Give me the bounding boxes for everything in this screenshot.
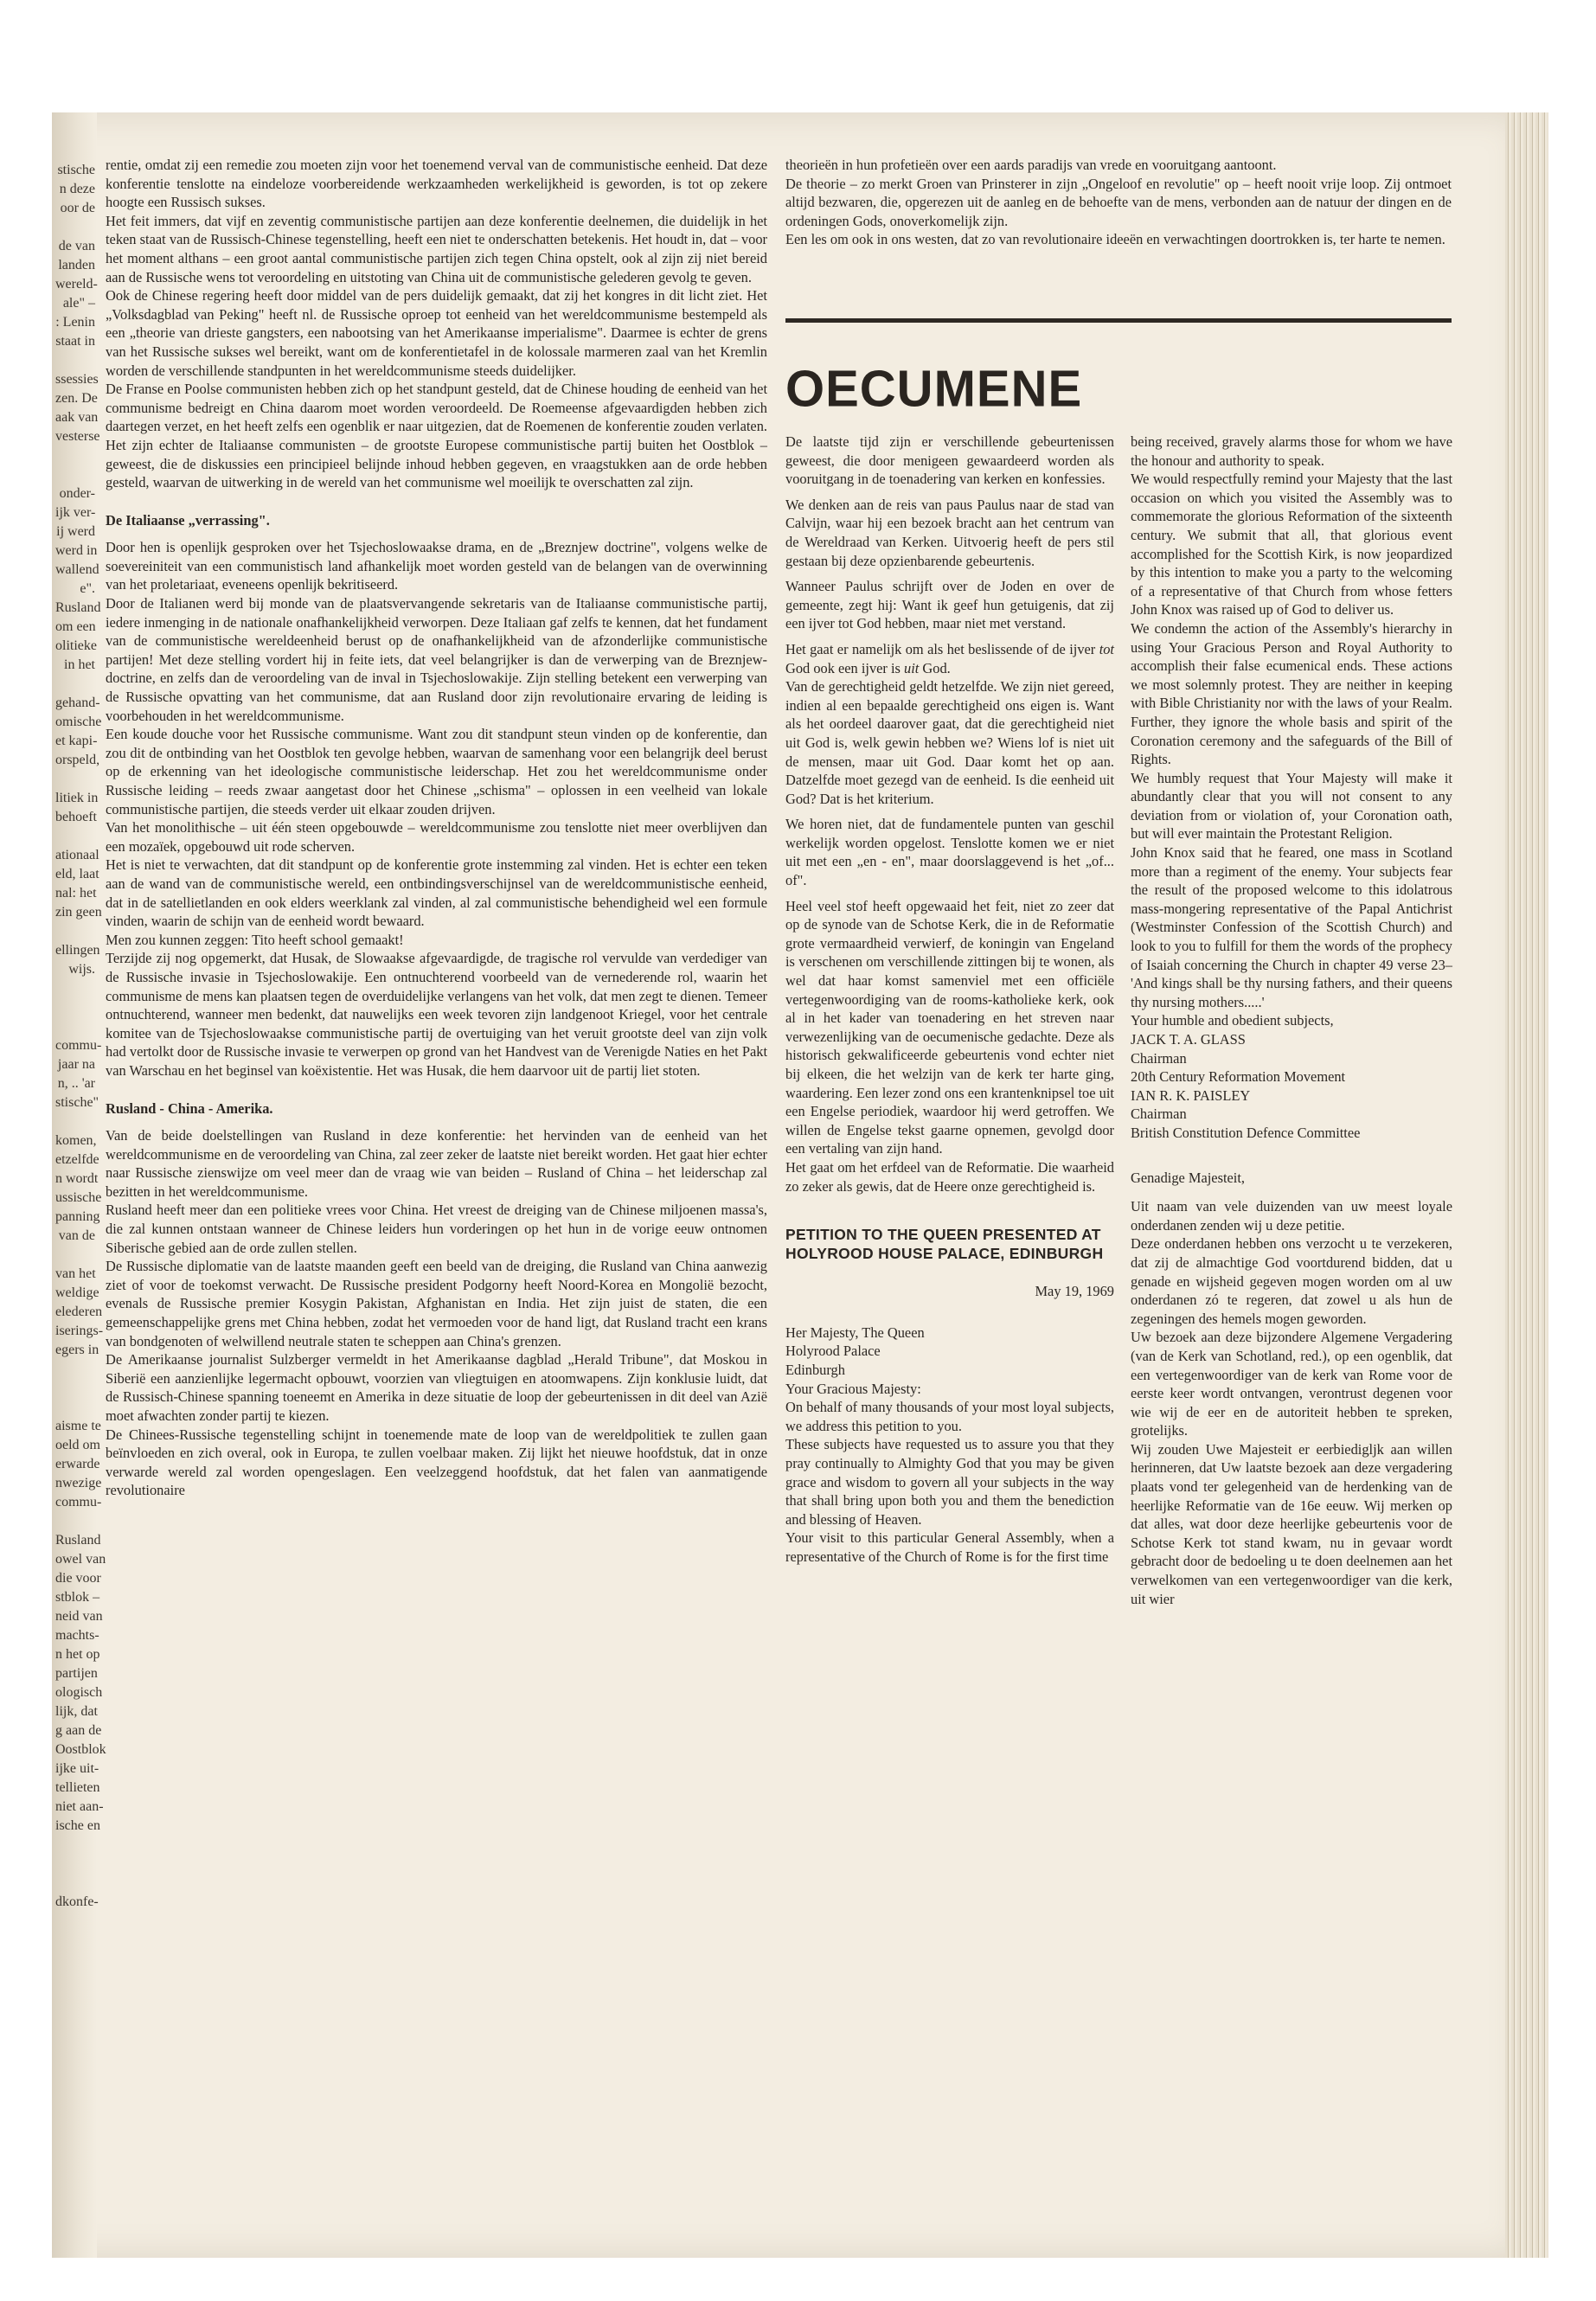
page-edges — [1505, 112, 1548, 2258]
paragraph: Terzijde zij nog opgemerkt, dat Husak, de Slowaakse afgevaardigde, de tragische rol vervulde van verdediger van de Russische invasie in Tsjechoslowakije. Een ontnuchterend voorbeeld van de vernederende rol, waarin het communisme de mens kan plaatsen tegen de overduidelijke verlangens van het volk, dat men zegt te dienen. Temeer ontnuchterend, wanneer men bedenkt, dat nauwelijks een week tevoren zijn landgenoot Kriegel, voor het centrale komitee van de Tsjechoslowaakse communistische partij de overtuiging van het veruit grootste deel van zijn volk had vertolkt door de Russische invasie te verwerpen op grond van het Handvest van de Verenigde Naties en het Pakt van Warschau en het beginsel van koëxistentie. Het was Husak, die hem daarvoor uit de partij liet stoten. — [106, 950, 767, 1079]
previous-page-line-fragment: ij werd — [56, 524, 95, 539]
previous-page-line-fragment: van de — [58, 1228, 95, 1243]
address-line: Holyrood Palace — [785, 1343, 881, 1360]
paragraph: rentie, omdat zij een remedie zou moeten zijn voor het toenemend verval van de communistische eenheid. Dat deze konferentie tenslotte na eindeloze voorbereidende werkzaamheden werkelijkheid is geworden, is tot op zekere hoogte een Russisch sukses. — [106, 157, 767, 211]
previous-page-line-fragment: ussische — [55, 1190, 102, 1205]
previous-page-line-fragment: behoeft — [55, 810, 97, 824]
previous-page-line-fragment: neid van — [55, 1609, 103, 1624]
previous-page-line-fragment — [55, 465, 95, 484]
previous-page-line-fragment: wereld- — [55, 277, 98, 292]
italy-paragraphs — [106, 538, 767, 1080]
oecumene-column-1 — [785, 433, 1114, 1566]
paragraph: Deze onderdanen hebben ons verzocht u te verzekeren, dat zij de almachtige God voortdurend bidden, dat u genade en wijsheid gegeven mogen worden om al uw onderdanen zó te regeren, dat zowel u als hun de zegeningen des hemels mogen geworden. — [1131, 1235, 1452, 1327]
dutch-salutation: Genadige Majesteit, — [1131, 1169, 1245, 1186]
section-title: OECUMENE — [785, 360, 1083, 418]
previous-page-line-fragment: tellieten — [55, 1780, 100, 1795]
previous-page-line-fragment — [55, 1855, 95, 1874]
signature-org: British Constitution Defence Committee — [1131, 1124, 1361, 1141]
paragraph: Ook de Chinese regering heeft door middel van de pers duidelijk gemaakt, dat zij het kongres in dit licht ziet. Het „Volksdagblad van Peking" heeft nl. de Russische oproep tot eenheid van het wereldcommunisme bestempeld als een „theorie van drieste gangsters, een nabootsing van het Amerikaanse imperialisme". Daarmee is echter de grens van het Russische sukses wel bereikt, want om de konferentietafel in de kolossale marmeren zaal van het Kremlin worden de verschillende standpunten in het wereldcommunisme steeds duidelijker. — [106, 287, 767, 379]
paragraph: Wij zouden Uwe Majesteit er eerbiedigljk aan willen herinneren, dat Uw laatste bezoek aan deze vergadering plaats vond ter gelegenheid van de herdenking van de heerlijke Reformatie van de 16e eeuw. Wij merken op dat alles, wat door deze heerlijke gebeurtenis voor de Schotse Kerk tot stand kwam, nu in gevaar wordt gebracht door de bedoeling u te doen deelnemen aan het verwelkomen van een vertegenwoordiger van die kerk, uit wier — [1131, 1440, 1452, 1607]
previous-page-line-fragment: ologisch — [55, 1685, 103, 1700]
paragraph: De theorie – zo merkt Groen van Prinsterer in zijn „Ongeloof en revolutie" op – heeft nooit vrije loop. Zij ontmoet altijd bezwaren, die, opgerezen uit de aanleg en de behoefte van de mens, verbonden aan de natuur der dingen en de ordeningen Gods, onoverkomelijk zijn. — [785, 175, 1452, 229]
text-run: God. — [919, 659, 951, 676]
continuation-paragraphs — [785, 156, 1452, 249]
previous-page-line-fragment: ijke uit- — [55, 1761, 99, 1776]
previous-page-line-fragment: wallend — [55, 562, 99, 577]
previous-page-line-fragment — [55, 1512, 95, 1531]
previous-page-line-fragment: commu- — [55, 1495, 102, 1509]
signature-line: Your humble and obedient subjects, — [1131, 1012, 1334, 1029]
russia-paragraphs — [106, 1126, 767, 1500]
previous-page-line-fragment: e". — [80, 581, 95, 596]
paragraph: Uw bezoek aan deze bijzondere Algemene Vergadering (van de Kerk van Schotland, red.), op een ogenblik, dat een vertegenwoordiger van de kerk van Rome voor de eerste keer wordt ontvangen, verontrust degenen voor wie wij de eer en de autoriteit hebben te spreken, grotelijks. — [1131, 1329, 1452, 1439]
subhead-italian-surprise: De Italiaanse „verrassing". — [106, 511, 270, 529]
previous-page-line-fragment: etzelfde — [55, 1152, 99, 1167]
previous-page-line-fragment: aisme te — [55, 1419, 101, 1433]
previous-page-line-fragment: jaar na — [57, 1057, 95, 1072]
previous-page-line-fragment: partijen — [55, 1666, 98, 1681]
previous-page-line-fragment — [55, 351, 95, 370]
previous-page-line-fragment: in het — [64, 657, 95, 672]
paragraph: Door de Italianen werd bij monde van de plaatsvervangende sekretaris van de Italiaanse communistische partij, iedere inmenging in de nationale onafhankelijkheid verworpen. Deze Italiaan gaf zelfs te kennen, dat het fundament van de communistische wereldeenheid berust op de onafhankelijkheid van de afzonderlijke communistische partijen! Met deze stelling vordert hij in feite iets, dat veel belangrijker is dan de verwerping van de Breznjew-doctrine, en zelfs dan de veroordeling van de inval in Tsjechoslowakije. Zijn stelling betekent een verwerping van de Russische opvatting van het communisme, dat aan Rusland door zijn revolutionaire ervaring de leiding is voorbehouden in het wereldcommunisme. — [106, 595, 767, 724]
article-continuation — [785, 156, 1452, 249]
previous-page-line-fragment: owel van — [55, 1552, 106, 1567]
previous-page-line-fragment: ssessies — [55, 372, 99, 387]
previous-page-line-fragment — [55, 1360, 95, 1379]
previous-page-line-fragment: lijk, dat — [55, 1704, 98, 1719]
previous-page-line-fragment — [55, 1112, 95, 1131]
previous-page-line-fragment: : Lenin — [55, 315, 95, 330]
previous-page-line-fragment: et kapi- — [55, 734, 98, 748]
paragraph: being received, gravely alarms those for whom we have the honour and authority to speak. — [1131, 433, 1452, 469]
paragraph: Het gaat om het erfdeel van de Reformatie. Die waarheid zo zeker als gewis, dat de Heere onze gerechtigheid is. — [785, 1158, 1114, 1195]
previous-page-line-fragment: stische — [57, 163, 95, 177]
signature-org: 20th Century Reformation Movement — [1131, 1068, 1346, 1086]
previous-page-line-fragment — [55, 770, 95, 789]
previous-page-line-fragment: stblok – — [55, 1590, 100, 1605]
signature-name: JACK T. A. GLASS — [1131, 1031, 1246, 1048]
previous-page-line-fragment: egers in — [55, 1343, 99, 1357]
section-divider-rule — [785, 318, 1452, 323]
previous-page-line-fragment — [55, 1398, 95, 1417]
spacer — [1131, 1143, 1452, 1169]
previous-page-line-fragment: n deze — [59, 182, 95, 196]
previous-page-line-fragment — [55, 1246, 95, 1265]
paragraph: Van het monolithische – uit één steen opgebouwde – wereldcommunisme zou tenslotte niet meer overblijven dan een mozaïek, opgebouwd uit rode scherven. — [106, 819, 767, 855]
signature-title: Chairman — [1131, 1049, 1187, 1067]
previous-page-line-fragment — [55, 446, 95, 465]
previous-page-line-fragment — [55, 998, 95, 1017]
previous-page-line-fragment: Oostblok — [55, 1742, 106, 1757]
previous-page-line-fragment: ische en — [55, 1818, 100, 1833]
paragraph: Het is niet te verwachten, dat dit standpunt op de konferentie grote instemming zal vinden. Het is echter een teken aan de wand van de communistische wereld, een ontbindingsverschijnsel van de wereldcommunistische eenheid, dat in de satellietlanden en ook elders weerklank zal vinden, al zal communistische behendigheid wel een formule vinden, waarin de schijn van de eenheid wordt bewaard. — [106, 856, 767, 930]
paragraph: Van de gerechtigheid geldt hetzelfde. We zijn niet gereed, indien al een bepaalde gerechtigheid ons eigen is. Want als het oordeel daarover gaat, dat die gerechtigheid niet uit God is, welk gewin hebben we? Wiens lof is niet uit de mensen, maar uit God. Daar komt het op aan. Datzelfde moet gezegd van de eenheid. Is die eenheid uit God? Dat is het kriterium. — [785, 678, 1114, 807]
previous-page-line-fragment — [55, 1874, 95, 1893]
text-run: God ook een ijver is — [785, 659, 905, 676]
previous-page-line-fragment — [55, 922, 95, 941]
paragraph: Het feit immers, dat vijf en zeventig communistische partijen aan deze konferentie deelnemen, die duidelijk in het teken staat van de Russisch-Chinese tegenstelling, heeft een niet te onderschatten betekenis. Het houdt in, dat – voor het moment althans – een groot aantal communistische partijen zich tegen China opstelt, ook al zijn zij niet bereid aan de Russische wens tot veroordeling en uitstoting van China uit de communistische gelederen gevolg te geven. — [106, 212, 767, 285]
paragraph: Uit naam van vele duizenden van uw meest loyale onderdanen zenden wij u deze petitie. — [1131, 1198, 1452, 1234]
paragraph: De laatste tijd zijn er verschillende gebeurtenissen geweest, die door menigeen gewaardeerd worden als vooruitgang in de toenadering van kerken en konfessies. — [785, 433, 1114, 488]
oecumene-column-2 — [1131, 433, 1452, 1608]
paragraph — [785, 640, 1114, 677]
paragraph: On behalf of many thousands of your most loyal subjects, we address this petition to you. — [785, 1399, 1114, 1434]
previous-page-line-fragment: eld, laat — [55, 867, 99, 881]
subhead-russia-china-america: Rusland - China - Amerika. — [106, 1099, 273, 1117]
previous-page-line-fragment — [55, 675, 95, 694]
paragraph: Heel veel stof heeft opgewaaid het feit, niet zo zeer dat op de synode van de Schotse Kerk, die in de Reformatie grote vermaardheid verwierf, de koningin van Engeland is verschenen om verschillende zittingen bij te wonen, als wel dat haar komst samenviel met een officiële vertegenwoordiging van de rooms-katholieke kerk, ook al in het kader van toenadering en het streven naar verwezenlijking van de oecumenische gedachte. Deze als historisch gekwalificeerde gebeurtenis vond echter niet bij elkeen, die het welzijn van de kerk ter harte ging, waardering. Een lezer zond ons een krantenknipsel toe uit een Engelse periodiek, waardoor hij werd getroffen. We willen de Engelse tekst gaarne opnemen, gevolgd door een vertaling van zijn hand. — [785, 897, 1114, 1157]
previous-page-line-fragment: niet aan- — [55, 1799, 104, 1814]
previous-page-line-fragment: erwarde — [55, 1457, 100, 1471]
previous-page-line-fragment: ationaal — [55, 848, 99, 862]
previous-page-line-fragment: commu- — [55, 1038, 102, 1053]
previous-page-line-fragment: werd in — [55, 543, 98, 558]
paragraph: Van de beide doelstellingen van Rusland in deze konferentie: het hervinden van de eenheid van het wereldcommunisme en de veroordeling van China, zal zeer zeker de laatste niet bereikt worden. Het gaat hier echter naar Russische zienswijze om veel meer dan de vraag wie van beiden – Rusland of China – het leiderschap zal bezitten in het wereldcommunisme. — [106, 1127, 767, 1200]
previous-page-line-fragment — [55, 218, 95, 237]
paragraph: We horen niet, dat de fundamentele punten van geschil werkelijk worden opgelost. Tenslotte komen we er niet uit met een „en - en", maar doorslaggevend is het „of... of". — [785, 816, 1114, 889]
previous-page-line-fragment: panning — [55, 1209, 100, 1224]
previous-page-line-fragment: gehand- — [55, 695, 100, 710]
paragraph: Men zou kunnen zeggen: Tito heeft school gemaakt! — [106, 931, 404, 948]
paragraph: John Knox said that he feared, one mass in Scotland more than a regiment of the enemy. Your subjects fear the result of the proposed welcome to this idolatrous mass-mongering representative of the Papal Antichrist (Westminster Confession of the Scottish Church) and look to you to fulfill for them the words of the prophecy of Isaiah concerning the Church in chapter 49 verse 23– 'And kings shall be thy nursing fathers, and their queens thy nursing mothers.....' — [1131, 844, 1452, 1010]
previous-page-line-fragment: dkonfe- — [55, 1894, 99, 1909]
previous-page-line-fragment: oeld om — [55, 1438, 100, 1452]
previous-page-line-fragment: elederen — [55, 1304, 103, 1319]
previous-page-line-fragment — [55, 827, 95, 846]
previous-page-line-fragment: olitieke — [55, 638, 97, 653]
address-line: Her Majesty, The Queen — [785, 1324, 925, 1341]
previous-page-line-fragment: stische" — [55, 1095, 99, 1110]
signature-title: Chairman — [1131, 1106, 1187, 1123]
previous-page-line-fragment — [55, 1017, 95, 1036]
left-article-column — [106, 156, 767, 1500]
previous-page-line-fragment: vesterse — [55, 429, 100, 444]
italic-word: uit — [904, 659, 920, 676]
paragraph: Rusland heeft meer dan een politieke vrees voor China. Het vreest de dreiging van de Chinese miljoenen massa's, die zal kunnen ontstaan wanneer de Chinese leiders hun vorderingen op het hun in de vorige eeuw ontnomen Siberische gebied aan de orde zullen stellen. — [106, 1202, 767, 1256]
previous-page-column-fragments — [55, 161, 106, 2107]
previous-page-line-fragment: weldige — [55, 1285, 99, 1300]
previous-page-line-fragment: om een — [55, 619, 96, 634]
paragraph: We would respectfully remind your Majesty that the last occasion on which you visited the Assembly was to commemorate the glorious Reformation of the sixteenth century. We submit that all, that glorious event accomplished for the Scottish Kirk, is now jeopardized by this intention to make you a party to the welcoming of a representative of that Church from whose fetters John Knox was raised up of God to deliver us. — [1131, 471, 1452, 619]
previous-page-line-fragment: n het op — [55, 1647, 100, 1662]
previous-page-line-fragment: die voor — [55, 1571, 101, 1586]
previous-page-line-fragment: n, .. 'ar — [57, 1076, 95, 1091]
previous-page-line-fragment: zin geen — [55, 905, 102, 920]
previous-page-line-fragment: omische — [55, 715, 102, 729]
previous-page-line-fragment: nal: het — [55, 886, 97, 901]
salutation: Your Gracious Majesty: — [785, 1380, 921, 1397]
previous-page-line-fragment: iserings- — [55, 1324, 104, 1338]
paragraph: De Amerikaanse journalist Sulzberger vermeldt in het Amerikaanse dagblad „Herald Tribune", dat Moskou in Siberië een aanzienlijke legermacht opbouwt, voorzien van vliegtuigen en atoomwapens. Zijn konklusie luidt, dat de Russisch-Chinese spanning toeneemt en Amerika in deze situatie de loop der gebeurtenissen in dit deel van Azië moet afwachten zonder partij te kiezen. — [106, 1351, 767, 1424]
text-run: Het gaat er namelijk om als het beslissende of de ijver — [785, 640, 1099, 657]
signature-name: IAN R. K. PAISLEY — [1131, 1086, 1251, 1104]
paragraph: Door hen is openlijk gesproken over het Tsjechoslowaakse drama, en de „Breznjew doctrine", volgens welke de soevereiniteit van een communistisch land afhankelijk moet worden gesteld van de belangen van de overwinning van het proletariaat, eveneens openlijk bekritiseerd. — [106, 539, 767, 593]
previous-page-line-fragment: aak van — [55, 410, 99, 425]
previous-page-line-fragment: onder- — [59, 486, 95, 501]
paragraph: De Russische diplomatie van de laatste maanden geeft een beeld van de dreiging, die Rusland van China aanwezig ziet of voor de toekomst verwacht. De Russische president Podgorny heeft Noord-Korea en Mongolië bezocht, evenals de Russische premier Kosygin Pakistan, Afghanistan en India. Het zijn juist de staten, die een gemeenschappelijke grens met China hebben, zodat het vermoeden voor de hand ligt, dat Rusland tracht een krans van bondgenoten of welwillend neutrale staten te scheppen aan China's grenzen. — [106, 1258, 767, 1349]
paragraph: Een les om ook in ons westen, dat zo van revolutionaire ideeën en verwachtingen doortrokken is, ter harte te nemen. — [785, 231, 1445, 248]
previous-page-line-fragment: machts- — [55, 1628, 99, 1643]
previous-page-line-fragment: oor de — [60, 201, 95, 215]
petition-date: May 19, 1969 — [1035, 1283, 1114, 1300]
previous-page-line-fragment: ijk ver- — [55, 505, 96, 520]
address-line: Edinburgh — [785, 1361, 845, 1378]
previous-page-line-fragment: Rusland — [55, 600, 101, 615]
paragraph: We denken aan de reis van paus Paulus naar de stad van Calvijn, waar hij een bezoek bracht aan het centrum van de Wereldraad van Kerken. Uitvoerig heeft de pers stil gestaan bij deze opzienbarende gebeurtenis. — [785, 496, 1114, 569]
previous-page-line-fragment: ellingen — [55, 943, 100, 958]
previous-page-line-fragment — [55, 1379, 95, 1398]
paragraph: theorieën in hun profetieën over een aards paradijs van vrede en vooruitgang aantoont. — [785, 157, 1277, 173]
previous-page-line-fragment: van het — [55, 1266, 96, 1281]
previous-page-line-fragment: zen. De — [55, 391, 98, 406]
previous-page-line-fragment: ale" – — [62, 296, 95, 311]
paragraph: De Chinees-Russische tegenstelling schijnt in toenemende mate de loop van de wereldpolitiek te zullen gaan beïnvloeden en zich overal, ook in Europa, te zullen voelbaar maken. Zij lijkt het nieuwe hoofdstuk, dat in onze verwarde wereld zal worden opengeslagen. Een veelzeggend hoofdstuk, dat het falen van aanmatigende revolutionaire — [106, 1426, 767, 1499]
paragraph: Wanneer Paulus schrijft over de Joden en over de gemeente, zegt hij: Want ik geef hun getuigenis, dat zij een ijver tot God hebben, maar niet met verstand. — [785, 578, 1114, 632]
intro-paragraphs — [106, 156, 767, 492]
previous-page-line-fragment — [55, 979, 95, 998]
paragraph: We humbly request that Your Majesty will make it abundantly clear that you will not consent to any deviation from or violation of, your Coronation oath, but will ever maintain the Protestant Religion. — [1131, 769, 1452, 843]
previous-page-line-fragment: wijs. — [68, 962, 95, 977]
previous-page-line-fragment: Rusland — [55, 1533, 101, 1548]
previous-page-line-fragment: staat in — [55, 334, 95, 349]
paragraph: We condemn the action of the Assembly's hierarchy in using Your Gracious Person and Royal Authority to accomplish their false ecumenical ends. These actions we most solemnly protest. They are neither in keeping with Bible Christianity nor with the laws of your Realm. Further, they ignore the whole basis and spirit of the Coronation ceremony and the safeguards of the Bill of Rights. — [1131, 619, 1452, 768]
paragraph: Your visit to this particular General Assembly, when a representative of the Church of Rome is for the first time — [785, 1529, 1114, 1565]
previous-page-line-fragment: komen, — [55, 1133, 97, 1148]
previous-page-line-fragment: landen — [58, 258, 95, 272]
previous-page-line-fragment: de van — [58, 239, 95, 253]
previous-page-line-fragment: litiek in — [55, 791, 99, 805]
paragraph: De Franse en Poolse communisten hebben zich op het standpunt gesteld, dat de Chinese houding de eenheid van het communisme bedreigt en China daarom moet worden veroordeeld. De Roemeense afgevaardigden hebben zich daartegen verzet, en het heeft zelfs een ogenblik er naar uitgezien, dat de Roemenen de konferentie zouden verlaten. Het zijn echter de Italiaanse communisten – de grootste Europese communistische partij buiten het Oostblok – geweest, die de diskussies een principieel belijnde inhoud hebben gegeven, en vraagstukken aan de orde hebben gesteld, waarvan de uitwerking in de wereld van het communisme wel moeilijk te overschatten zal zijn. — [106, 381, 767, 491]
paragraph: These subjects have requested us to assure you that they pray continually to Almighty God that you may be given grace and wisdom to govern all your subjects in the way that shall bring upon both you and them the benediction and blessing of Heaven. — [785, 1436, 1114, 1528]
previous-page-line-fragment: nwezige — [55, 1476, 102, 1490]
previous-page-line-fragment: orspeld, — [55, 753, 100, 767]
previous-page-line-fragment — [55, 1836, 95, 1855]
previous-page-line-fragment: g aan de — [55, 1723, 102, 1738]
paragraph: Een koude douche voor het Russische communisme. Want zou dit standpunt steun vinden op de konferentie, dan zou dit de ontbinding van het Oostblok ten gevolge hebben, waarvan de samenhang voor een belangrijk deel berust op de erkenning van het ideologische communistische leiderschap. Het zou het wereldcommunisme onder Russische leiding – reeds zwaar aangetast door het Chinese „schisma" – oplossen in een veelheid van lokale communistische partijen, die steeds verder uit elkaar zouden drijven. — [106, 726, 767, 817]
previous-page-line-fragment: n wordt — [55, 1171, 99, 1186]
petition-title: PETITION TO THE QUEEN PRESENTED AT HOLYROOD HOUSE PALACE, EDINBURGH — [785, 1226, 1104, 1263]
italic-word: tot — [1099, 640, 1114, 657]
